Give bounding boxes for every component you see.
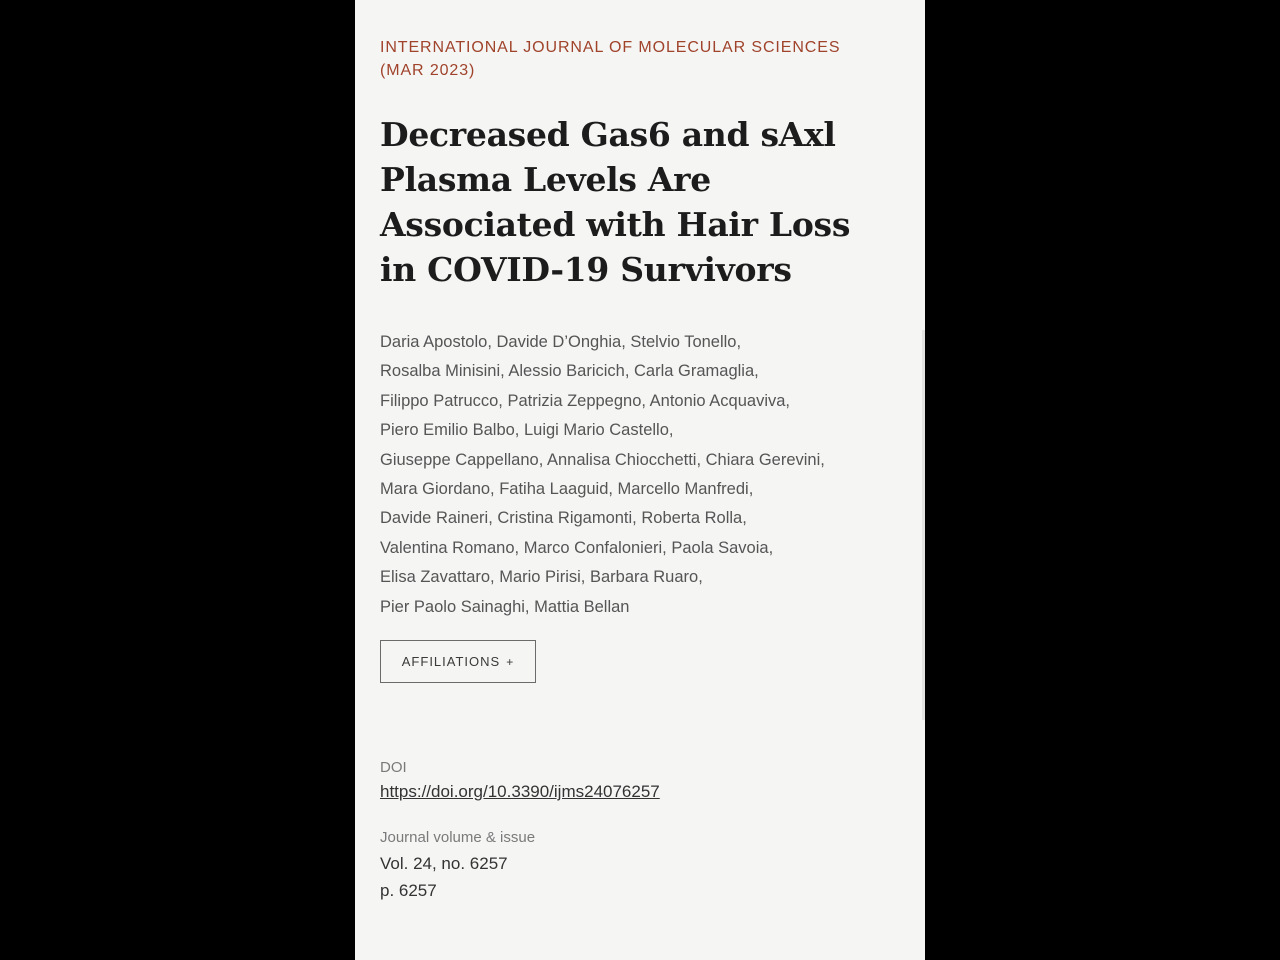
scrollbar-edge <box>922 330 925 720</box>
journal-name[interactable]: INTERNATIONAL JOURNAL OF MOLECULAR SCIENCES <box>380 39 841 56</box>
affiliations-button-label: AFFILIATIONS <box>401 654 501 669</box>
author-line: Piero Emilio Balbo, Luigi Mario Castello, <box>380 421 674 440</box>
title-line: in COVID-19 Survivors <box>380 250 792 289</box>
title-line: Plasma Levels Are <box>380 160 711 199</box>
author-line: Mara Giordano, Fatiha Laaguid, Marcello Manfredi, <box>380 480 754 499</box>
doi-link[interactable]: https://doi.org/10.3390/ijms24076257 <box>380 782 660 801</box>
author-line: Elisa Zavattaro, Mario Pirisi, Barbara Ruaro, <box>380 568 703 587</box>
affiliations-button[interactable] <box>380 640 536 683</box>
volume-number: Vol. 24, no. 6257 <box>380 854 508 873</box>
author-line: Rosalba Minisini, Alessio Baricich, Carla Gramaglia, <box>380 362 759 381</box>
author-line: Giuseppe Cappellano, Annalisa Chiocchetti, Chiara Gerevini, <box>380 450 825 469</box>
journal-issue-label: Journal volume & issue <box>380 829 536 846</box>
author-line: Daria Apostolo, Davide D’Onghia, Stelvio Tonello, <box>380 333 742 351</box>
title-line: Associated with Hair Loss <box>380 205 851 244</box>
journal-heading <box>380 36 900 82</box>
publication-date: (MAR 2023) <box>380 62 476 79</box>
page-number: p. 6257 <box>380 881 437 900</box>
author-line: Filippo Patrucco, Patrizia Zeppegno, Antonio Acquaviva, <box>380 391 790 410</box>
author-line: Valentina Romano, Marco Confalonieri, Paola Savoia, <box>380 538 774 557</box>
author-line: Pier Paolo Sainaghi, Mattia Bellan <box>380 597 630 616</box>
title-line: Decreased Gas6 and sAxl <box>380 115 836 154</box>
article-title <box>380 112 900 292</box>
doi-label: DOI <box>380 759 407 776</box>
author-line: Davide Raineri, Cristina Rigamonti, Roberta Rolla, <box>380 509 747 528</box>
article-page <box>355 0 925 960</box>
plus-icon: + <box>506 654 515 669</box>
author-list <box>380 328 910 622</box>
